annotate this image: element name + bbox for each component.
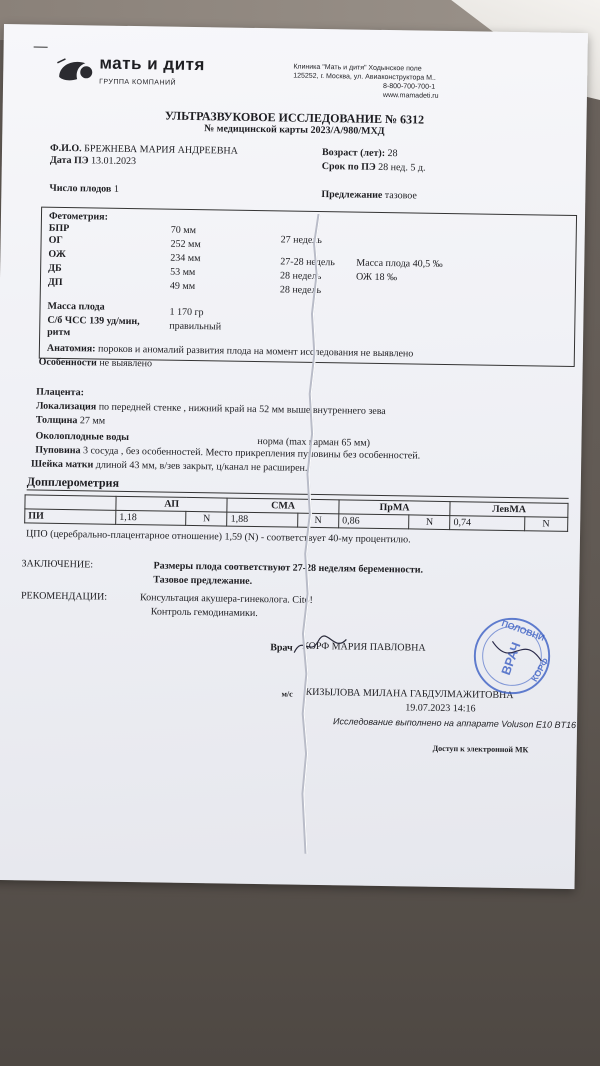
nurse-label: м/с <box>281 689 293 699</box>
presentation-label: Предлежание <box>321 189 383 201</box>
fetometry-heading: Фетометрия: <box>48 210 109 223</box>
device-note: Исследование выполнено на аппарате Voluson E10 BT16 <box>333 716 577 731</box>
doppler-header-levma: ЛевМА <box>450 502 568 518</box>
anatomy-label: Анатомия: <box>46 342 96 355</box>
doppler-levma-norm: N <box>524 517 568 532</box>
date-value: 13.01.2023 <box>90 155 137 168</box>
stamp-text-top: ПОЛОВНИ <box>500 618 546 643</box>
fetometry-term-oj: 27-28 недель <box>280 256 335 269</box>
stamp-text-right: КОРФ <box>529 656 551 684</box>
doctor-signature-icon <box>290 633 350 660</box>
term-label: Срок по ПЭ <box>321 161 376 173</box>
report-title: УЛЬТРАЗВУКОВОЕ ИССЛЕДОВАНИЕ № 6312 <box>164 108 425 127</box>
doppler-header-ap: АП <box>116 496 228 512</box>
presentation-value: тазовое <box>384 190 417 202</box>
placenta-thickness-label: Толщина <box>35 414 78 427</box>
presentation-row <box>321 189 417 202</box>
medical-card-number: № медицинской карты 2023/А/980/МХД <box>204 123 385 137</box>
features-row <box>39 357 153 371</box>
header-dash <box>34 46 48 47</box>
placenta-location-value: по передней стенке , нижний край на 52 мм выше внутреннего зева <box>98 401 386 418</box>
clinic-name: Клиника "Мать и дитя" Ходынское поле <box>293 63 422 73</box>
fetus-count-value: 1 <box>113 183 119 195</box>
logo-name: мать и дитя <box>99 53 206 75</box>
mother-child-logo-icon <box>55 57 95 84</box>
fetal-mass-value: 1 170 гр <box>169 306 204 319</box>
doppler-header-sma: СМА <box>227 498 339 514</box>
recommendations-label: РЕКОМЕНДАЦИИ: <box>20 590 108 603</box>
fetal-mass-label: Масса плода <box>47 300 105 313</box>
fetus-count-row <box>49 183 119 196</box>
placenta-thickness-row <box>36 415 106 428</box>
features-value: не выявлено <box>99 357 153 370</box>
doctor-label: Врач <box>270 642 293 654</box>
heart-rate-value: правильный <box>169 320 222 333</box>
cervix-row <box>31 458 308 474</box>
clinic-website: www.mamadeti.ru <box>382 91 439 100</box>
fio-value: БРЕЖНЕВА МАРИЯ АНДРЕЕВНА <box>84 143 238 157</box>
clinic-phone: 8-800-700-700-1 <box>383 82 436 91</box>
fetometry-value-dp: 49 мм <box>169 280 196 293</box>
term-row <box>322 161 426 175</box>
doctor-name: КОРФ МАРИЯ ПАВЛОВНА <box>302 640 426 654</box>
fio-label: Ф.И.О. <box>49 142 82 155</box>
doppler-prma-value: 0,86 <box>339 514 410 529</box>
fetometry-name-oj: ОЖ <box>48 248 66 260</box>
fetometry-value-bpr: 70 мм <box>170 224 197 237</box>
fetometry-term-bpr: 27 недель <box>280 234 322 247</box>
doppler-prma-norm: N <box>409 515 450 530</box>
ultrasound-report-page <box>0 24 588 889</box>
umbilical-cord-label: Пуповина <box>35 444 81 457</box>
cervix-label: Шейка матки <box>31 458 94 471</box>
doppler-sma-value: 1,88 <box>227 512 298 527</box>
heart-rate-label: С/б ЧСС 139 уд/мин, <box>47 314 140 328</box>
fetometry-term-dp: 28 недель <box>279 284 322 297</box>
date-label: Дата ПЭ <box>49 154 89 167</box>
fetometry-value-og: 252 мм <box>170 238 201 251</box>
cpo-text: ЦПО (церебрально-плацентарное отношение) 1,59 (N) - соответствует 40-му процентилю. <box>25 528 411 546</box>
amniotic-fluid-label: Околоплодные воды <box>35 430 130 444</box>
conclusion-line-1: Размеры плода соответствуют 27-28 неделям беременности. <box>153 560 424 576</box>
doppler-table <box>24 494 568 532</box>
doppler-header-empty <box>25 495 116 510</box>
fetometry-name-db: ДБ <box>48 262 62 274</box>
fetometry-name-og: ОГ <box>48 234 63 246</box>
clinic-address: 125252, г. Москва, ул. Авиаконструктора М.. <box>293 72 436 82</box>
oj-percentile: ОЖ 18 ‰ <box>355 271 398 284</box>
doppler-heading: Допплерометрия <box>26 474 120 490</box>
age-label: Возраст (лет): <box>321 147 386 160</box>
doppler-header-prma: ПрМА <box>339 500 451 516</box>
nurse-name: КИЗЫЛОВА МИЛАНА ГАБДУЛМАЖИТОВНА <box>305 686 514 702</box>
doctor-stamp <box>462 612 562 700</box>
placenta-thickness-value: 27 мм <box>79 415 106 427</box>
term-value: 28 нед. 5 д. <box>378 161 426 174</box>
features-label: Особенности <box>38 356 97 369</box>
heart-rate-rhythm-label: ритм <box>47 326 71 339</box>
age-row <box>322 147 398 160</box>
stamp-text-mid: ВРАЧ <box>497 640 524 677</box>
fetal-mass-percentile: Масса плода 40,5 ‰ <box>356 257 443 270</box>
doppler-row-label: ПИ <box>25 509 116 524</box>
conclusion-label: ЗАКЛЮЧЕНИЕ: <box>21 558 94 571</box>
conclusion-line-2: Тазовое предлежание. <box>153 574 253 587</box>
fetometry-value-oj: 234 мм <box>170 252 201 265</box>
recommendations-line-1: Консультация акушера-гинеколога. Cito! <box>139 592 313 606</box>
logo-subtitle: ГРУППА КОМПАНИЙ <box>99 78 177 87</box>
doppler-sma-norm: N <box>298 513 339 528</box>
fetometry-value-db: 53 мм <box>170 266 196 279</box>
umbilical-cord-value: 3 сосуда , без особенностей. Место прикрепления пуповины без особенностей. <box>82 445 421 462</box>
doppler-ap-value: 1,18 <box>116 510 187 525</box>
anatomy-value: пороков и аномалий развития плода на момент исследования не выявлено <box>97 343 414 360</box>
date-row <box>50 155 136 168</box>
fetometry-name-bpr: БПР <box>48 222 70 235</box>
report-datetime: 19.07.2023 14:16 <box>405 702 476 715</box>
cervix-value: длиной 43 мм, в/зев закрыт, ц/канал не расширен. <box>95 459 308 474</box>
doppler-ap-norm: N <box>186 511 227 526</box>
amniotic-fluid-value: норма (max карман 65 мм) <box>257 436 371 449</box>
placenta-heading: Плацента: <box>36 386 85 399</box>
fetus-count-label: Число плодов <box>49 182 112 195</box>
placenta-location-label: Локализация <box>35 400 97 413</box>
doppler-levma-value: 0,74 <box>450 516 525 531</box>
recommendations-line-2: Контроль гемодинамики. <box>150 606 258 620</box>
electronic-access-note: Доступ к электронной МК <box>432 743 529 755</box>
fetometry-name-dp: ДП <box>47 276 63 288</box>
fetometry-term-db: 28 недель <box>279 270 322 283</box>
age-value: 28 <box>387 148 398 160</box>
